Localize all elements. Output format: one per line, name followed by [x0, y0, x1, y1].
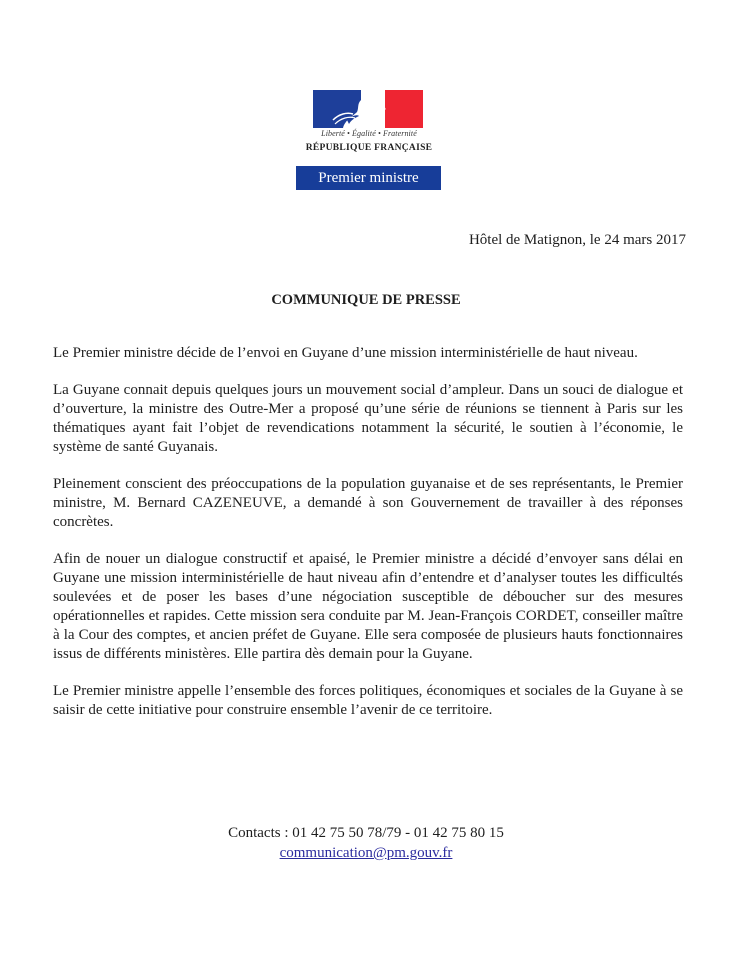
contacts-block: [0, 823, 732, 863]
contact-phones: Contacts : 01 42 75 50 78/79 - 01 42 75 80 15: [228, 825, 504, 841]
paragraph: La Guyane connait depuis quelques jours un mouvement social d’ampleur. Dans un souci de dialogue et d’ouverture, la ministre des Outre-Mer a proposé qu’une série de réunions se tiennent à Paris sur les thématiques ayant fait l’objet de revendications notamment la sécurité, le soutien à l’économie, le système de santé Guyanais.: [53, 382, 683, 455]
contact-email-link[interactable]: communication@pm.gouv.fr: [279, 845, 453, 861]
document-body: [53, 344, 683, 738]
dateline: Hôtel de Matignon, le 24 mars 2017: [468, 232, 686, 248]
paragraph: Le Premier ministre décide de l’envoi en Guyane d’une mission interministérielle de haut niveau.: [53, 345, 638, 361]
motto: Liberté • Égalité • Fraternité: [321, 129, 417, 138]
republique-francaise-label: RÉPUBLIQUE FRANÇAISE: [305, 143, 433, 153]
document-title: COMMUNIQUE DE PRESSE: [271, 292, 461, 308]
paragraph: Afin de nouer un dialogue constructif et apaisé, le Premier ministre a décidé d’envoyer sans délai en Guyane une mission interministérielle de haut niveau afin d’entendre et d’analyser toutes les difficultés soulevées et de poser les bases d’une négociation susceptible de déboucher sur des mesures opérationnelles et rapides. Cette mission sera conduite par M. Jean-François CORDET, conseiller maître à la Cour des comptes, et ancien préfet de Guyane. Elle sera composée de plusieurs hauts fonctionnaires issus de différents ministères. Elle partira dès demain pour la Guyane.: [53, 551, 683, 662]
paragraph: Pleinement conscient des préoccupations de la population guyanaise et de ses représentants, le Premier ministre, M. Bernard CAZENEUVE, a demandé à son Gouvernement de travailler à des réponses concrètes.: [53, 476, 683, 530]
marianne-flag-icon: [313, 90, 423, 128]
premier-ministre-banner: Premier ministre: [296, 166, 441, 190]
paragraph: Le Premier ministre appelle l’ensemble des forces politiques, économiques et sociales de la Guyane à se saisir de cette initiative pour construire ensemble l’avenir de ce territoire.: [53, 683, 683, 718]
